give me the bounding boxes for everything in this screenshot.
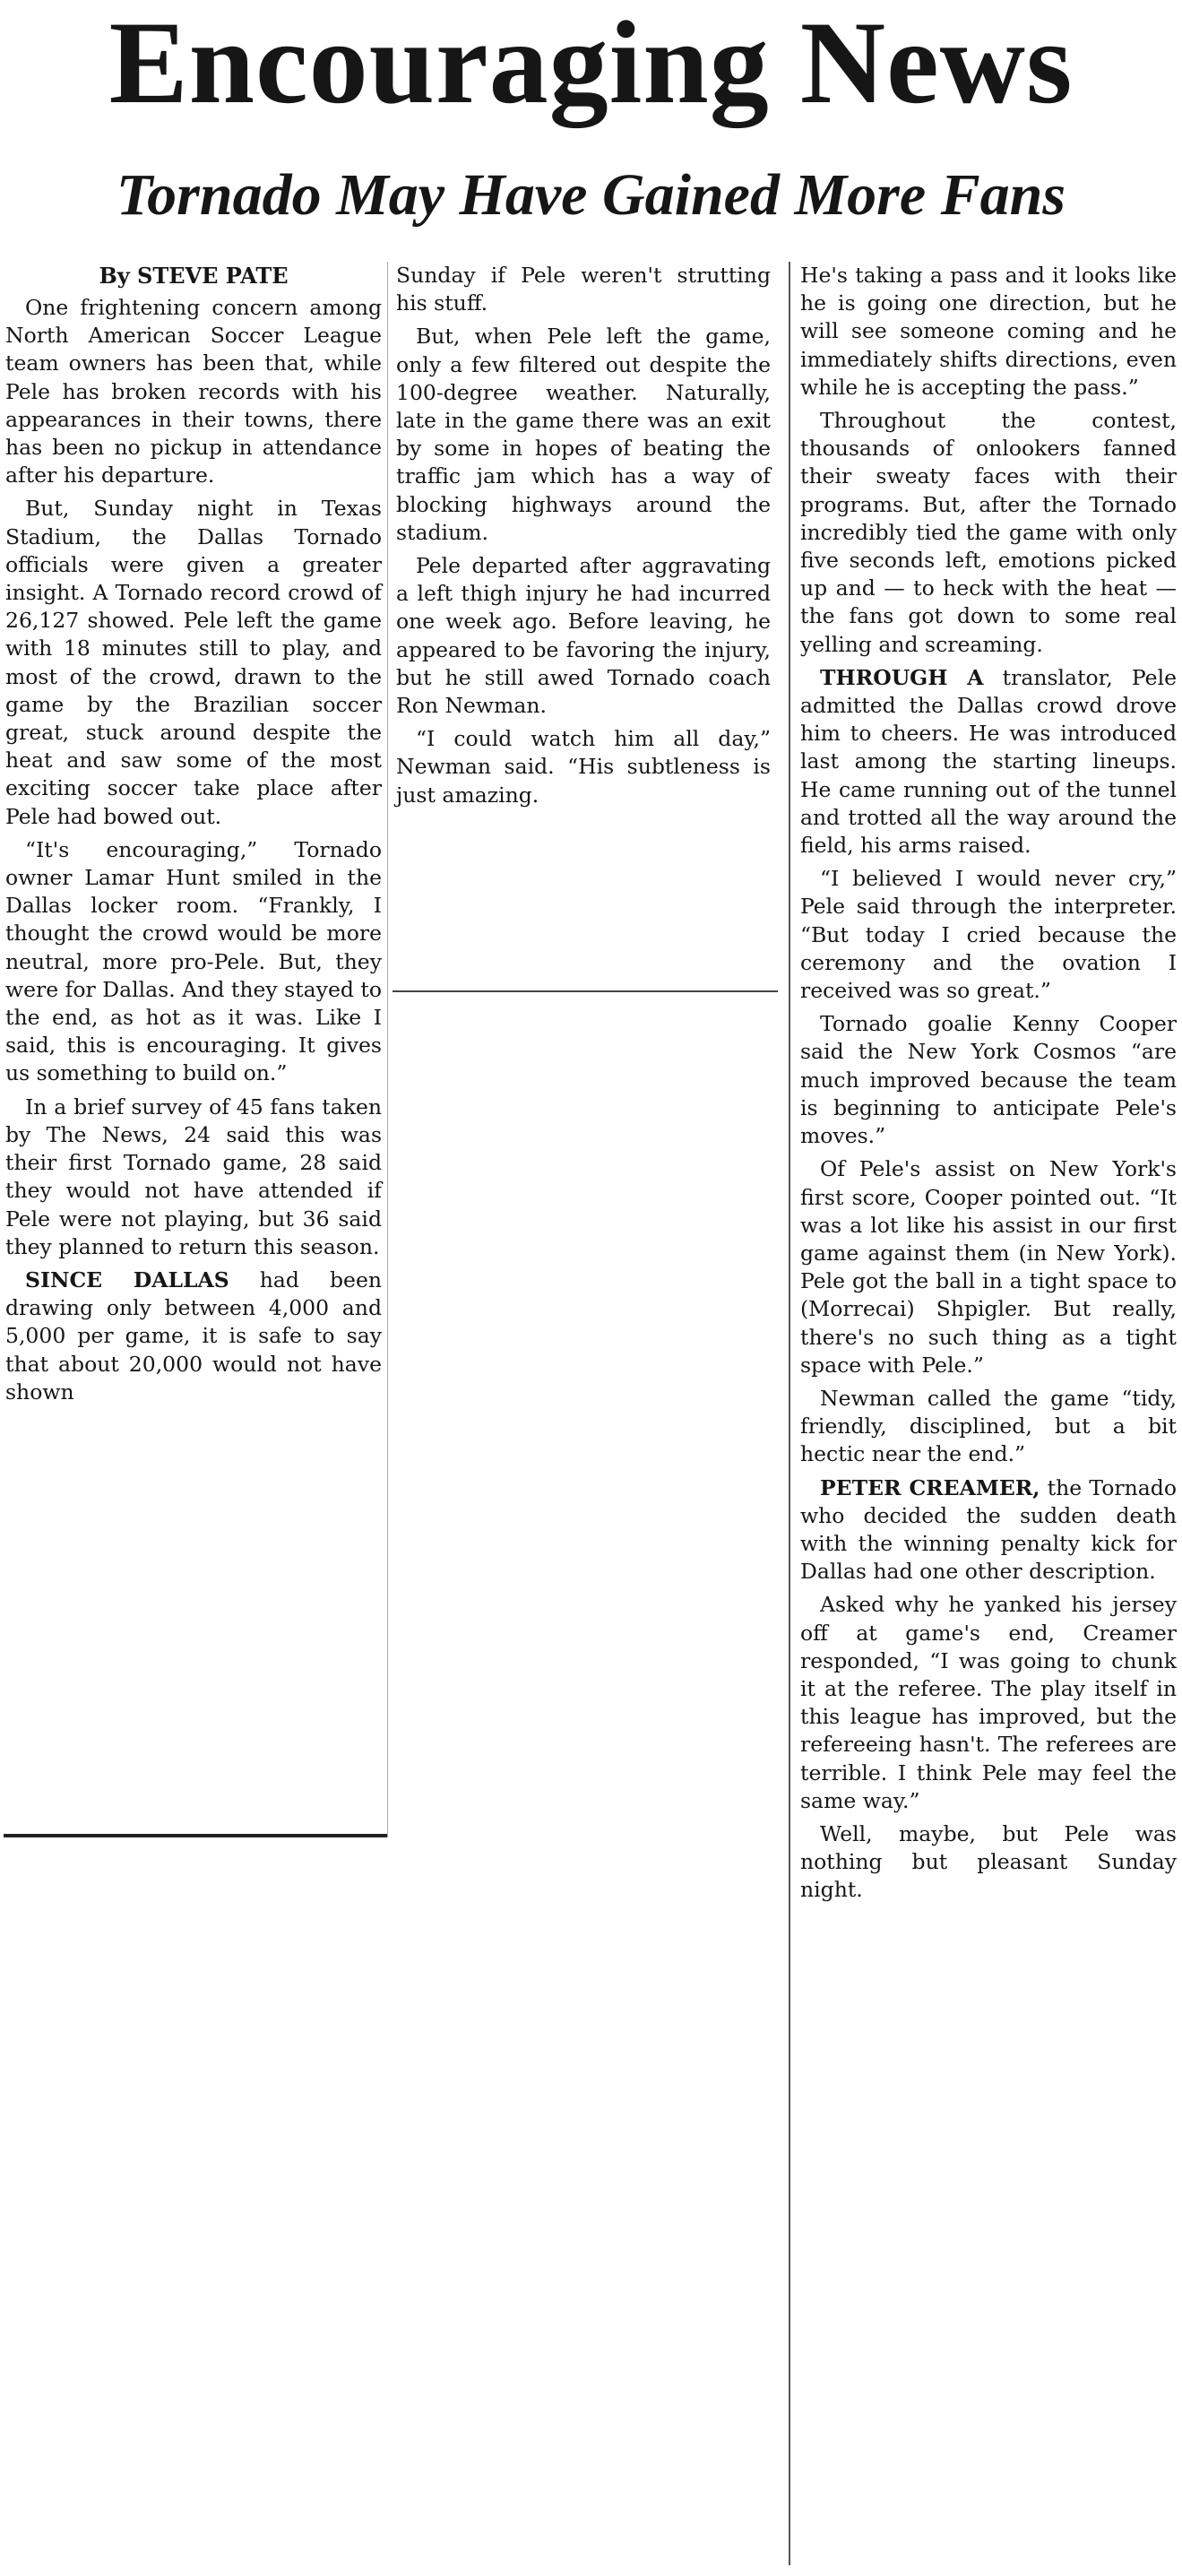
article-column-3	[800, 262, 1177, 1910]
paragraph: Throughout the contest, thousands of onlookers fanned their sweaty faces with their programs. But, after the Tornado incredibly tied the game with only five seconds left, emotions picked up and — to heck with the heat — the fans got down to some real yelling and screaming.	[800, 408, 1177, 657]
paragraph: He's taking a pass and it looks like he is going one direction, but he will see someone coming and he immediately shifts directions, even while he is accepting the pass.”	[800, 263, 1177, 400]
paragraph: PETER CREAMER, the Tornado who decided the sudden death with the winning penalty kick for Dallas had one other description.	[800, 1474, 1177, 1585]
headline: Encouraging News	[108, 0, 1074, 128]
paragraph: SINCE DALLAS had been drawing only between 4,000 and 5,000 per game, it is safe to say that about 20,000 would not have shown	[5, 1266, 383, 1405]
paragraph: In a brief survey of 45 fans taken by The News, 24 said this was their first Tornado game, 28 said they would not have attended if Pele were not playing, but 36 said they planned to return this season.	[5, 1094, 382, 1259]
column-divider	[387, 262, 388, 1837]
paragraph: “I could watch him all day,” Newman said. “His subtleness is just amazing.	[396, 726, 771, 808]
paragraph: But, Sunday night in Texas Stadium, the Dallas Tornado officials were given a greater insight. A Tornado record crowd of 26,127 showed. Pele left the game with 18 minutes still to play, and most of the crowd, drawn to the game by the Brazilian soccer great, stuck around despite the heat and saw some of the most exciting soccer take place after Pele had bowed out.	[5, 496, 382, 829]
paragraph: Newman called the game “tidy, friendly, disciplined, but a bit hectic near the end.”	[800, 1385, 1177, 1467]
paragraph: One frightening concern among North American Soccer League team owners has been that, while Pele has broken records with his appearances in their towns, there has been no pickup in attendance after his departure.	[5, 295, 382, 488]
paragraph: Well, maybe, but Pele was nothing but pleasant Sunday night.	[800, 1820, 1177, 1903]
byline: By STEVE PATE	[99, 263, 289, 289]
paragraph: “It's encouraging,” Tornado owner Lamar Hunt smiled in the Dallas locker room. “Frankly, I thought the crowd would be more neutral, more pro-Pele. But, they were for Dallas. And they stayed to the end, as hot as it was. Like I said, this is encouraging. It gives us something to build on.”	[5, 836, 382, 1086]
paragraph: “I believed I would never cry,” Pele said through the interpreter. “But today I cried because the ceremony and the ovation I received was so great.”	[800, 866, 1177, 1004]
paragraph-lead-in: THROUGH A	[820, 664, 984, 690]
subheadline: Tornado May Have Gained More Fans	[116, 162, 1066, 228]
paragraph-lead-in: PETER CREAMER,	[820, 1474, 1040, 1500]
paragraph: Sunday if Pele weren't strutting his stuff.	[396, 263, 771, 316]
column-end-rule	[393, 990, 778, 992]
paragraph: Asked why he yanked his jersey off at game's end, Creamer responded, “I was going to chunk it at the referee. The play itself in this league has improved, but the refereeing hasn't. The referees are terrible. I think Pele may feel the same way.”	[800, 1592, 1177, 1813]
paragraph: Pele departed after aggravating a left thigh injury he had incurred one week ago. Before leaving, he appeared to be favoring the injury, but he still awed Tornado coach Ron Newman.	[396, 553, 771, 719]
article-column-1	[5, 262, 382, 1412]
paragraph: Of Pele's assist on New York's first score, Cooper pointed out. “It was a lot like his assist in our first game against them (in New York). Pele got the ball in a tight space to (Morrecai) Shpigler. But really, there's no such thing as a tight space with Pele.”	[800, 1156, 1177, 1378]
paragraph: Tornado goalie Kenny Cooper said the New York Cosmos “are much improved because the team is beginning to anticipate Pele's moves.”	[800, 1011, 1177, 1149]
article-column-2	[396, 262, 771, 815]
paragraph: THROUGH A translator, Pele admitted the Dallas crowd drove him to cheers. He was introduced last among the starting lineups. He came running out of the tunnel and trotted all the way around the field, his arms raised.	[800, 664, 1177, 859]
column-divider	[789, 262, 790, 2565]
paragraph: But, when Pele left the game, only a few filtered out despite the 100-degree weather. Naturally, late in the game there was an exit by some in hopes of beating the traffic jam which has a way of blocking highways around the stadium.	[396, 324, 771, 545]
paragraph-lead-in: SINCE DALLAS	[25, 1266, 229, 1292]
column-end-rule	[4, 1834, 387, 1837]
